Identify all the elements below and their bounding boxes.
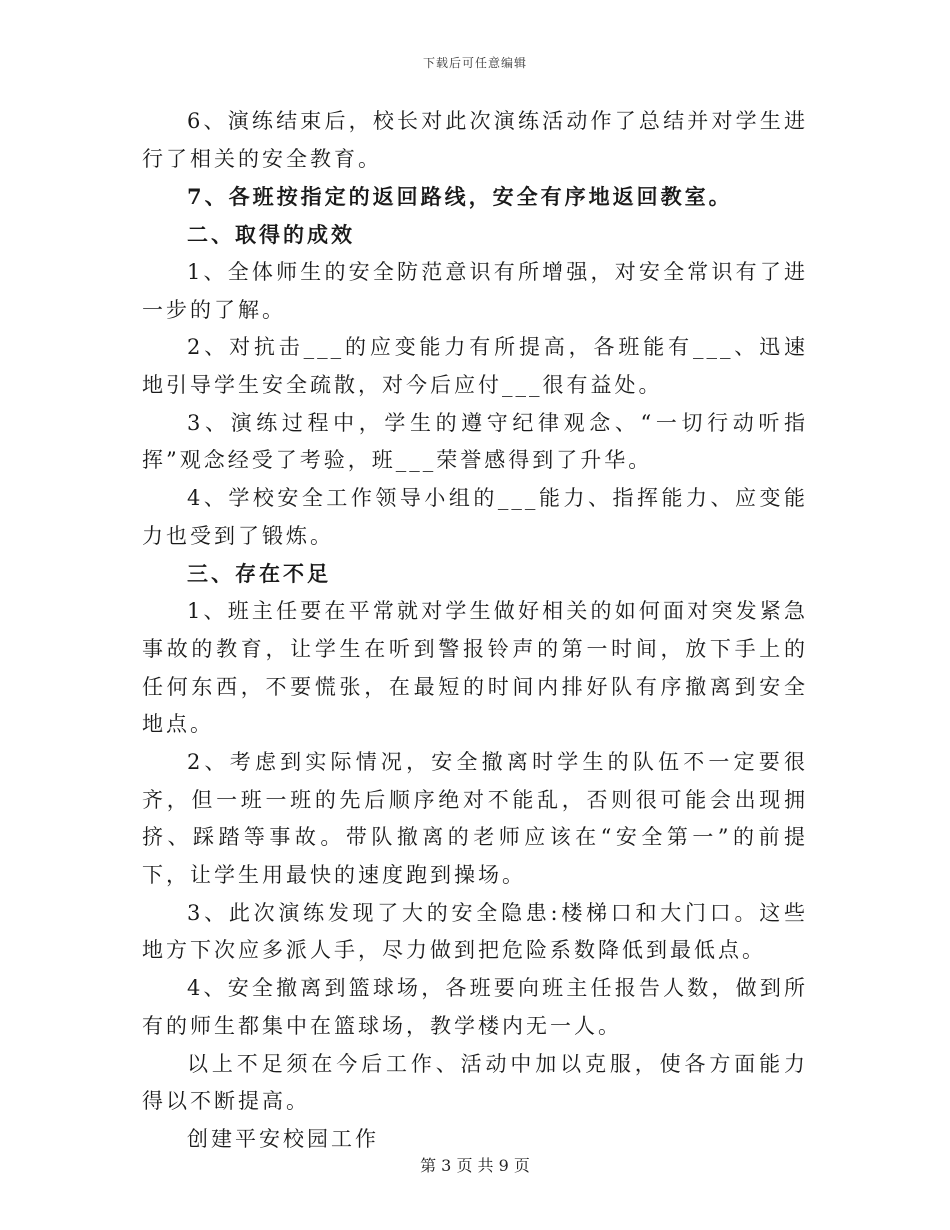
paragraph-6-drill-summary: 6、演练结束后，校长对此次演练活动作了总结并对学生进行了相关的安全教育。	[142, 109, 808, 171]
shortcoming-item-1: 1、班主任要在平常就对学生做好相关的如何面对突发紧急事故的教育，让学生在听到警报铃声的第一时间，放下手上的任何东西，不要慌张，在最短的时间内排好队有序撤离到安全地点。	[142, 599, 808, 737]
result-item-2: 2、对抗击___的应变能力有所提高，各班能有___、迅速地引导学生安全疏散，对今后应付___很有益处。	[142, 335, 808, 397]
result-item-3: 3、演练过程中，学生的遵守纪律观念、“一切行动听指挥”观念经受了考验，班___荣誉感得到了升华。	[142, 410, 808, 473]
result-item-4: 4、学校安全工作领导小组的___能力、指挥能力、应变能力也受到了锻炼。	[142, 486, 808, 548]
next-section-title: 创建平安校园工作	[187, 1126, 379, 1151]
shortcoming-item-2: 2、考虑到实际情况，安全撤离时学生的队伍不一定要很齐，但一班一班的先后顺序绝对不能乱，否则很可能会出现拥挤、踩踏等事故。带队撤离的老师应该在“安全第一”的前提下，让学生用最快的速度跑到操场。	[142, 749, 808, 888]
section-heading-shortcomings: 三、存在不足	[187, 561, 331, 587]
closing-paragraph: 以上不足须在今后工作、活动中加以克服，使各方面能力得以不断提高。	[142, 1051, 808, 1114]
shortcoming-item-4: 4、安全撤离到篮球场，各班要向班主任报告人数，做到所有的师生都集中在篮球场，教学楼内无一人。	[142, 976, 808, 1038]
shortcoming-item-3: 3、此次演练发现了大的安全隐患:楼梯口和大门口。这些地方下次应多派人手，尽力做到把危险系数降低到最低点。	[142, 900, 808, 963]
section-heading-results: 二、取得的成效	[187, 222, 355, 248]
document-body	[142, 103, 808, 1159]
page-header-note: 下载后可任意编辑	[422, 56, 527, 70]
page-number-footer: 第 3 页 共 9 页	[420, 1156, 530, 1175]
paragraph-7-return-classroom: 7、各班按指定的返回路线，安全有序地返回教室。	[187, 184, 733, 210]
result-item-1: 1、全体师生的安全防范意识有所增强，对安全常识有了进一步的了解。	[142, 259, 808, 322]
